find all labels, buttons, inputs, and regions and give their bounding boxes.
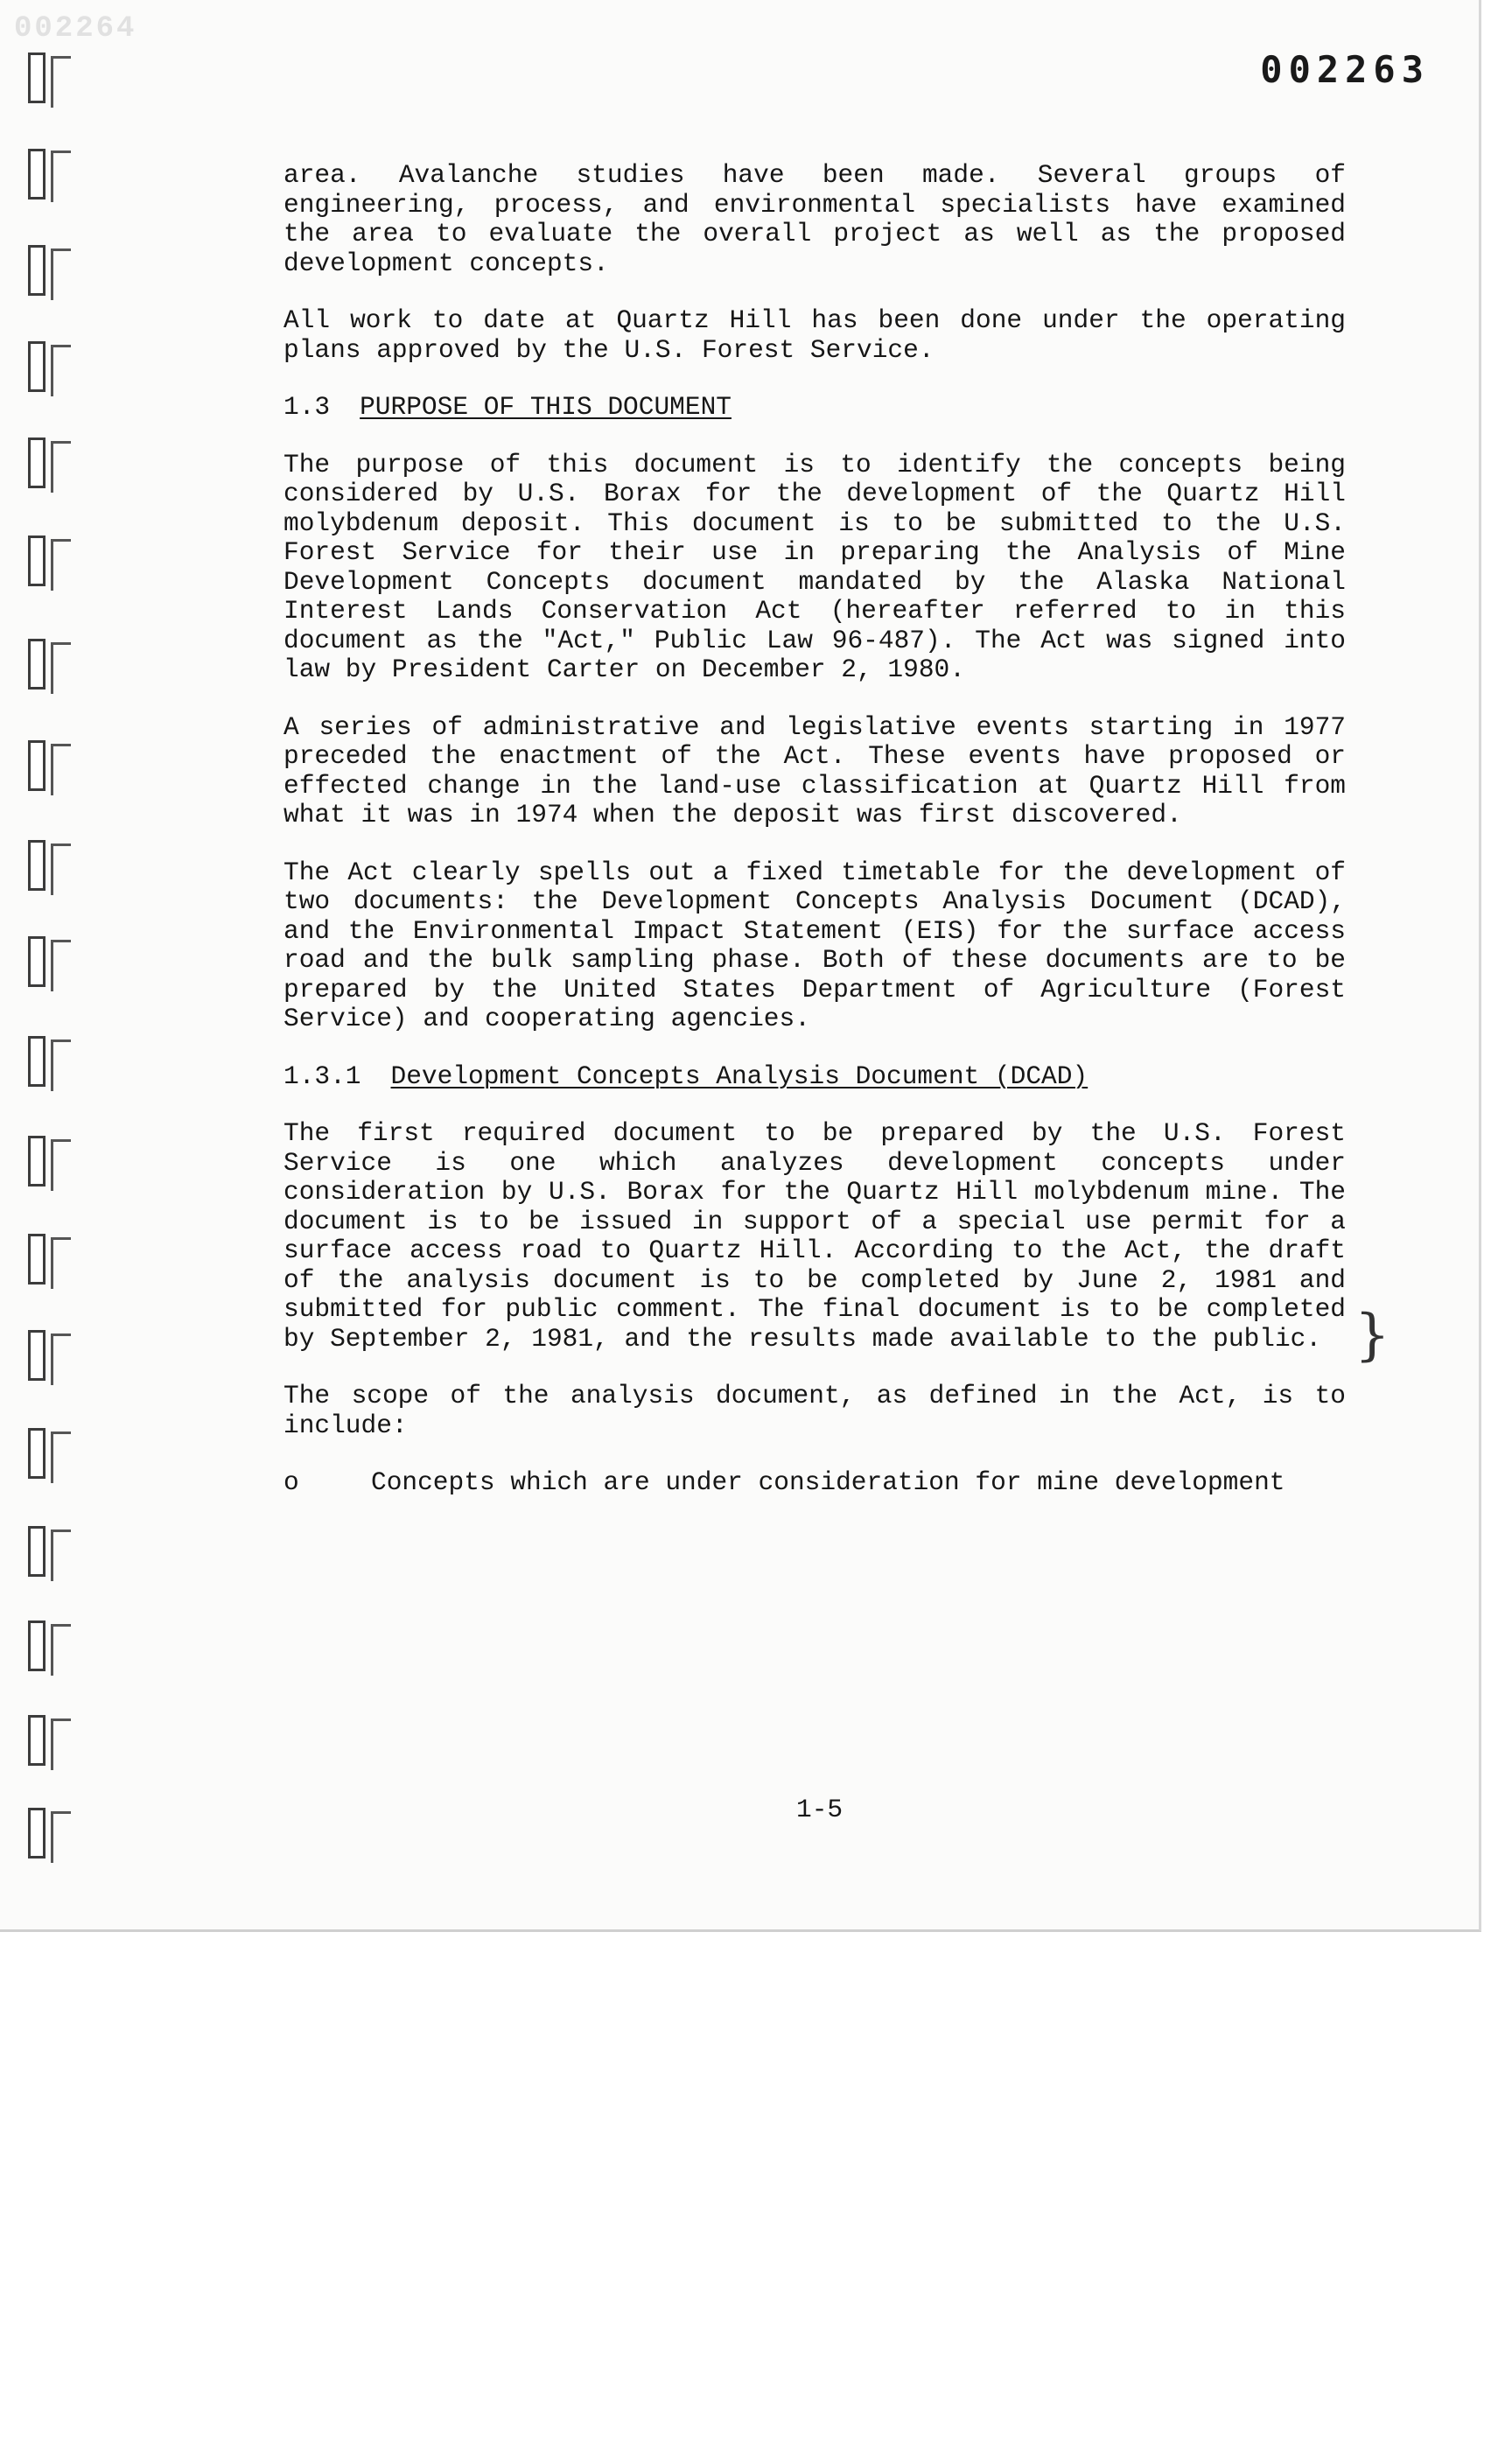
section-title: PURPOSE OF THIS DOCUMENT	[360, 392, 732, 422]
paragraph-first-required-document: The first required document to be prepared by the U.S. Forest Service is one which analyzes development concepts under consideration by U.S. Borax for the Quartz Hill molybdenum mine. The document is to be issued in support of a special use permit for a surface access road to Quartz Hill. According to the Act, the draft of the analysis document is to be completed by June 2, 1981 and submitted for public comment. The final document is to be completed by September 2, 1981, and the results made available to the public.	[284, 1118, 1346, 1354]
document-stamp-number: 002263	[1260, 48, 1430, 91]
paragraph-work-to-date: All work to date at Quartz Hill has been done under the operating plans approved by the U.S. Forest Service.	[284, 305, 1346, 365]
binder-tab	[28, 1036, 46, 1087]
binder-ring	[51, 1237, 71, 1289]
binder-ring	[51, 539, 71, 591]
section-heading-1-3-1	[284, 1062, 1346, 1092]
paragraph-purpose: The purpose of this document is to identify the concepts being considered by U.S. Borax for the development of the Quartz Hill molybdenum deposit. This document is to be submitted to the U.S. Forest Service for their use in preparing the Analysis of Mine Development Concepts document mandated by the Alaska National Interest Lands Conservation Act (hereafter referred to in this document as the "Act," Public Law 96-487). The Act was signed into law by President Carter on December 2, 1980.	[284, 449, 1346, 684]
section-heading-1-3	[284, 393, 1346, 423]
binder-tab	[28, 1330, 46, 1381]
binder-tab	[28, 341, 46, 392]
paragraph-act-timetable: The Act clearly spells out a fixed timetable for the development of two documents: the Development Concepts Analysis Document (DCAD), and the Environmental Impact Statement (EIS) for the surface access road and the bulk sampling phase. Both of these documents are to be prepared by the United States Department of Agriculture (Forest Service) and cooperating agencies.	[284, 857, 1346, 1033]
binder-ring	[51, 1432, 71, 1483]
binder-ring	[51, 345, 71, 396]
binder-ring	[51, 642, 71, 694]
binder-ring	[51, 1718, 71, 1770]
list-item	[284, 1468, 1346, 1498]
margin-brace-mark: }	[1354, 1303, 1390, 1368]
binder-ring	[51, 1530, 71, 1581]
binder-tab	[28, 245, 46, 296]
binder-tab	[28, 438, 46, 488]
binder-tab	[28, 740, 46, 791]
document-body	[284, 161, 1346, 1498]
binder-ring	[51, 844, 71, 895]
section-number: 1.3.1	[284, 1060, 361, 1091]
binder-tab	[28, 1428, 46, 1479]
binder-tab	[28, 840, 46, 891]
binder-ring	[51, 1139, 71, 1191]
binder-tab	[28, 639, 46, 690]
binder-ring	[51, 1624, 71, 1676]
binder-tab	[28, 936, 46, 987]
paragraph-scope: The scope of the analysis document, as defined in the Act, is to include:	[284, 1381, 1346, 1440]
page-number: 1-5	[796, 1795, 844, 1824]
section-number: 1.3	[284, 392, 331, 422]
bullet-text: Concepts which are under consideration for mine development	[371, 1467, 1285, 1497]
paragraph-series-of-events: A series of administrative and legislative events starting in 1977 preceded the enactment of the Act. These events have proposed or effected change in the land-use classification at Quartz Hill from what it was in 1974 when the deposit was first discovered.	[284, 711, 1346, 830]
binder-ring	[51, 744, 71, 795]
binder-tab	[28, 1620, 46, 1671]
binder-ring	[51, 940, 71, 991]
binder-tab	[28, 149, 46, 200]
binder-tab	[28, 1526, 46, 1577]
binder-ring	[51, 56, 71, 108]
binder-ring	[51, 150, 71, 202]
binder-tab	[28, 536, 46, 586]
binder-tab	[28, 52, 46, 103]
bullet-marker: o	[284, 1467, 299, 1497]
binder-tab	[28, 1136, 46, 1186]
binder-tab	[28, 1234, 46, 1284]
binder-tab	[28, 1808, 46, 1858]
binder-ring	[51, 1334, 71, 1385]
bleed-through-page-number: 002264	[14, 12, 137, 46]
section-title: Development Concepts Analysis Document (DCAD)	[390, 1060, 1088, 1091]
binder-ring	[51, 441, 71, 493]
binder-tab	[28, 1715, 46, 1766]
paragraph-avalanche-studies: area. Avalanche studies have been made. Several groups of engineering, process, and environmental specialists have examined the area to evaluate the overall project as well as the proposed development concepts.	[284, 160, 1346, 278]
binder-ring	[51, 248, 71, 300]
binder-ring	[51, 1811, 71, 1863]
binder-ring	[51, 1040, 71, 1091]
